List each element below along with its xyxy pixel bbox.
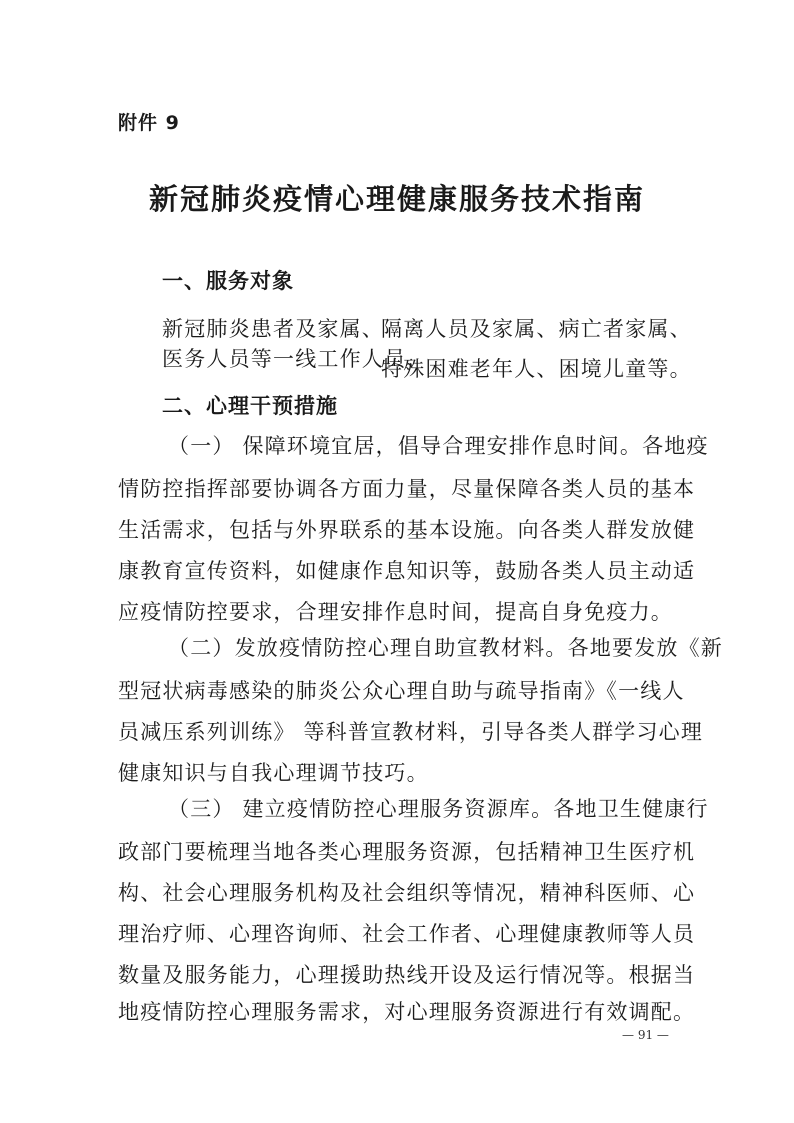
service-targets-right-line-1: 隔离人员及家属、病亡者家属、 bbox=[381, 317, 692, 341]
page-number: — 91 — bbox=[622, 1028, 669, 1042]
paragraph-line: 员减压系列训练》 等科普宣教材料，引导各类人群学习心理 bbox=[118, 720, 704, 744]
paragraph-line: 政部门要梳理当地各类心理服务资源，包括精神卫生医疗机 bbox=[118, 840, 696, 864]
attachment-label: 附件 9 bbox=[118, 112, 180, 134]
service-targets-left-line-1: 新冠肺炎患者及家属、 bbox=[162, 317, 384, 341]
section-heading-service-targets: 一、服务对象 bbox=[162, 269, 294, 293]
paragraph-line: 情防控指挥部要协调各方面力量，尽量保障各类人员的基本 bbox=[118, 477, 696, 501]
paragraph-line: 康教育宣传资料，如健康作息知识等，鼓励各类人员主动适 bbox=[118, 559, 696, 583]
paragraph-line: 理治疗师、心理咨询师、社会工作者、心理健康教师等人员 bbox=[118, 922, 696, 946]
paragraph-line: 地疫情防控心理服务需求，对心理服务资源进行有效调配。 bbox=[118, 1000, 696, 1024]
document-title: 新冠肺炎疫情心理健康服务技术指南 bbox=[148, 182, 645, 216]
paragraph-line: 健康知识与自我心理调节技巧。 bbox=[118, 761, 429, 785]
paragraph-line: （一） 保障环境宜居，倡导合理安排作息时间。各地疫 bbox=[168, 434, 709, 458]
paragraph-line: 生活需求，包括与外界联系的基本设施。向各类人群发放健 bbox=[118, 518, 696, 542]
section-heading-intervention-measures: 二、心理干预措施 bbox=[162, 394, 338, 418]
paragraph-line: 数量及服务能力，心理援助热线开设及运行情况等。根据当 bbox=[118, 963, 696, 987]
paragraph-line: （二）发放疫情防控心理自助宣教材料。各地要发放《新 bbox=[168, 636, 723, 660]
paragraph-line: 型冠状病毒感染的肺炎公众心理自助与疏导指南》《一线人 bbox=[118, 679, 685, 703]
service-targets-right-line-2: 特殊困难老年人、困境儿童等。 bbox=[381, 357, 692, 381]
paragraph-line: 应疫情防控要求，合理安排作息时间，提高自身免疫力。 bbox=[118, 600, 673, 624]
paragraph-line: （三） 建立疫情防控心理服务资源库。各地卫生健康行 bbox=[168, 797, 709, 821]
paragraph-line: 构、社会心理服务机构及社会组织等情况，精神科医师、心 bbox=[118, 881, 696, 905]
service-targets-left-line-2: 医务人员等一线工作人员、 bbox=[162, 347, 429, 371]
